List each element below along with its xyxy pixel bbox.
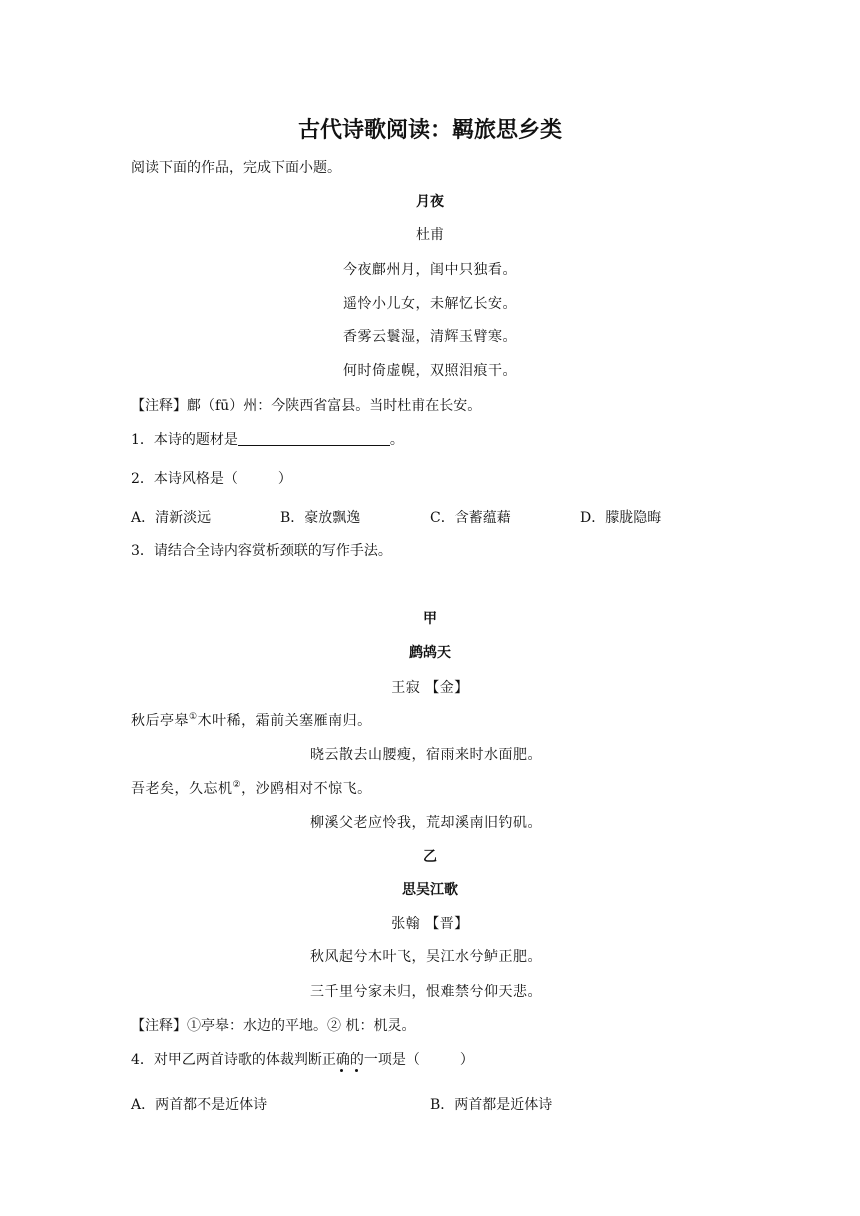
poem1-line-1: 今夜鄜州月，闺中只独看。 — [343, 262, 517, 278]
poem2-line-2: 晓云散去山腰瘦，宿雨来时水面肥。 — [310, 747, 542, 763]
option-d: D．朦胧隐晦 — [580, 510, 662, 526]
question-3: 3．请结合全诗内容赏析颈联的写作手法。 — [131, 543, 392, 559]
emphasis-dot — [355, 1069, 358, 1072]
poem2-title: 鹧鸪天 — [409, 645, 451, 661]
poem2-line-3b: ，沙鸥相对不惊飞。 — [241, 781, 372, 797]
poem1-line-2: 遥怜小儿女，未解忆长安。 — [343, 296, 517, 312]
answer-blank[interactable] — [238, 431, 390, 446]
question-4 — [131, 1049, 474, 1069]
option-4a: A．两首都不是近体诗 — [131, 1097, 268, 1113]
poem2-line-1a: 秋后亭皋 — [131, 713, 189, 729]
poem-notes: 【注释】①亭皋：水边的平地。② 机：机灵。 — [131, 1018, 416, 1034]
footnote-mark-2: ② — [232, 780, 242, 790]
poem1-line-4: 何时倚虚幌，双照泪痕干。 — [343, 363, 517, 379]
emphasis-dot — [340, 1069, 343, 1072]
instruction: 阅读下面的作品，完成下面小题。 — [131, 160, 341, 176]
question-2-suffix: ） — [277, 471, 292, 487]
poem1-author: 杜甫 — [416, 227, 444, 243]
question-4-suffix: ） — [459, 1052, 474, 1068]
poem3-line-1: 秋风起兮木叶飞，吴江水兮鲈正肥。 — [310, 949, 542, 965]
poem2-line-1 — [131, 710, 372, 730]
poem3-line-2: 三千里兮家未归，恨难禁兮仰天悲。 — [310, 984, 542, 1000]
question-1 — [131, 429, 404, 449]
poem1-note: 【注释】鄜（fū）州：今陕西省富县。当时杜甫在长安。 — [131, 398, 482, 414]
option-b: B．豪放飘逸 — [280, 510, 361, 526]
footnote-mark-1: ① — [189, 712, 198, 722]
question-4-text: 4．对甲乙两首诗歌的体裁判断正确的一项是（ — [131, 1052, 420, 1068]
poem2-line-3 — [131, 778, 372, 798]
question-2-text: 2．本诗风格是（ — [131, 471, 238, 487]
poem1-title: 月夜 — [416, 194, 444, 210]
option-4b: B．两首都是近体诗 — [430, 1097, 553, 1113]
poem3-label: 乙 — [423, 849, 437, 865]
question-1-text: 1．本诗的题材是 — [131, 432, 238, 448]
poem2-label: 甲 — [423, 611, 437, 627]
poem2-line-1b: 木叶稀，霜前关塞雁南归。 — [197, 713, 372, 729]
poem2-line-4: 柳溪父老应怜我，荒却溪南旧钓矶。 — [310, 815, 542, 831]
option-c: C．含蓄蕴藉 — [430, 510, 511, 526]
poem2-author: 王寂 【金】 — [391, 680, 469, 696]
question-1-suffix: 。 — [389, 432, 404, 448]
question-2 — [131, 468, 292, 488]
poem3-title: 思吴江歌 — [402, 882, 458, 898]
option-a: A．清新淡远 — [131, 510, 212, 526]
poem1-line-3: 香雾云鬟湿，清辉玉臂寒。 — [343, 329, 517, 345]
page-title: 古代诗歌阅读：羁旅思乡类 — [297, 117, 562, 143]
poem2-line-3a: 吾老矣，久忘机 — [131, 781, 233, 797]
poem3-author: 张翰 【晋】 — [391, 916, 469, 932]
